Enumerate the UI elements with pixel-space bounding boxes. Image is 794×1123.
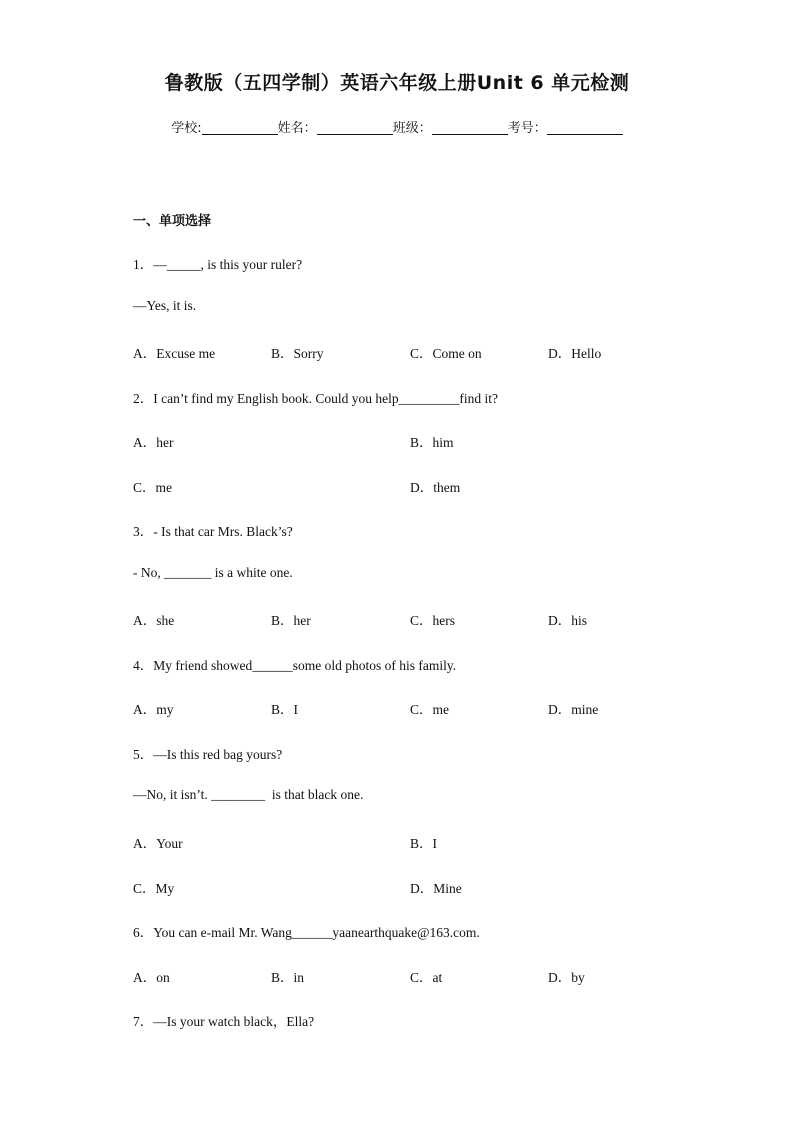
question-5-stem: 5．—Is this red bag yours? bbox=[133, 747, 283, 762]
question-6-stem: 6．You can e-mail Mr. Wang______yaanearthquake@163.com. bbox=[133, 925, 480, 940]
question-6-option-b: B．in bbox=[271, 970, 305, 985]
document-title: 鲁教版（五四学制）英语六年级上册Unit 6 单元检测 bbox=[164, 72, 630, 94]
question-1-option-b: B．Sorry bbox=[271, 346, 324, 361]
student-info-line bbox=[0, 117, 794, 136]
name-blank bbox=[317, 120, 393, 135]
question-3-option-d: D．his bbox=[548, 613, 588, 628]
question-1-stem: 1．—_____, is this your ruler? bbox=[133, 257, 303, 272]
question-7-stem: 7．—Is your watch black，Ella? bbox=[133, 1014, 315, 1029]
class-label: 班级： bbox=[392, 121, 432, 136]
question-3-reply: - No, _______ is a white one. bbox=[133, 565, 293, 580]
question-6-option-d: D．by bbox=[548, 970, 585, 985]
class-blank bbox=[432, 120, 508, 135]
question-2-option-d: D．them bbox=[410, 480, 461, 495]
school-blank bbox=[202, 120, 278, 135]
question-3-option-b: B．her bbox=[271, 613, 311, 628]
question-1-option-a: A．Excuse me bbox=[133, 346, 216, 361]
school-label: 学校: bbox=[171, 121, 202, 136]
question-5-option-d: D．Mine bbox=[410, 881, 462, 896]
question-4-option-a: A．my bbox=[133, 702, 174, 717]
exam-no-label: 考号： bbox=[507, 121, 547, 136]
question-4-stem: 4．My friend showed______some old photos of his family. bbox=[133, 658, 457, 673]
question-4-option-d: D．mine bbox=[548, 702, 599, 717]
question-1-reply: —Yes, it is. bbox=[133, 298, 197, 313]
question-6-option-a: A．on bbox=[133, 970, 170, 985]
question-3-stem: 3．- Is that car Mrs. Black’s? bbox=[133, 524, 293, 539]
question-3-option-a: A．she bbox=[133, 613, 175, 628]
question-4-option-c: C．me bbox=[410, 702, 449, 717]
question-1-option-c: C．Come on bbox=[410, 346, 482, 361]
question-6-option-c: C．at bbox=[410, 970, 443, 985]
question-4-option-b: B．I bbox=[271, 702, 298, 717]
question-3-option-c: C．hers bbox=[410, 613, 455, 628]
section-heading: 一、单项选择 bbox=[133, 214, 212, 229]
question-5-option-c: C．My bbox=[133, 881, 175, 896]
name-label: 姓名： bbox=[277, 121, 317, 136]
question-2-option-b: B．him bbox=[410, 435, 454, 450]
question-5-option-b: B．I bbox=[410, 836, 437, 851]
question-2-option-c: C．me bbox=[133, 480, 172, 495]
question-2-option-a: A．her bbox=[133, 435, 174, 450]
question-5-reply: —No, it isn’t. ________ is that black one. bbox=[133, 787, 364, 802]
question-5-option-a: A．Your bbox=[133, 836, 183, 851]
question-2-stem: 2．I can’t find my English book. Could you help_________find it? bbox=[133, 391, 498, 406]
question-1-option-d: D．Hello bbox=[548, 346, 602, 361]
exam-no-blank bbox=[547, 120, 623, 135]
